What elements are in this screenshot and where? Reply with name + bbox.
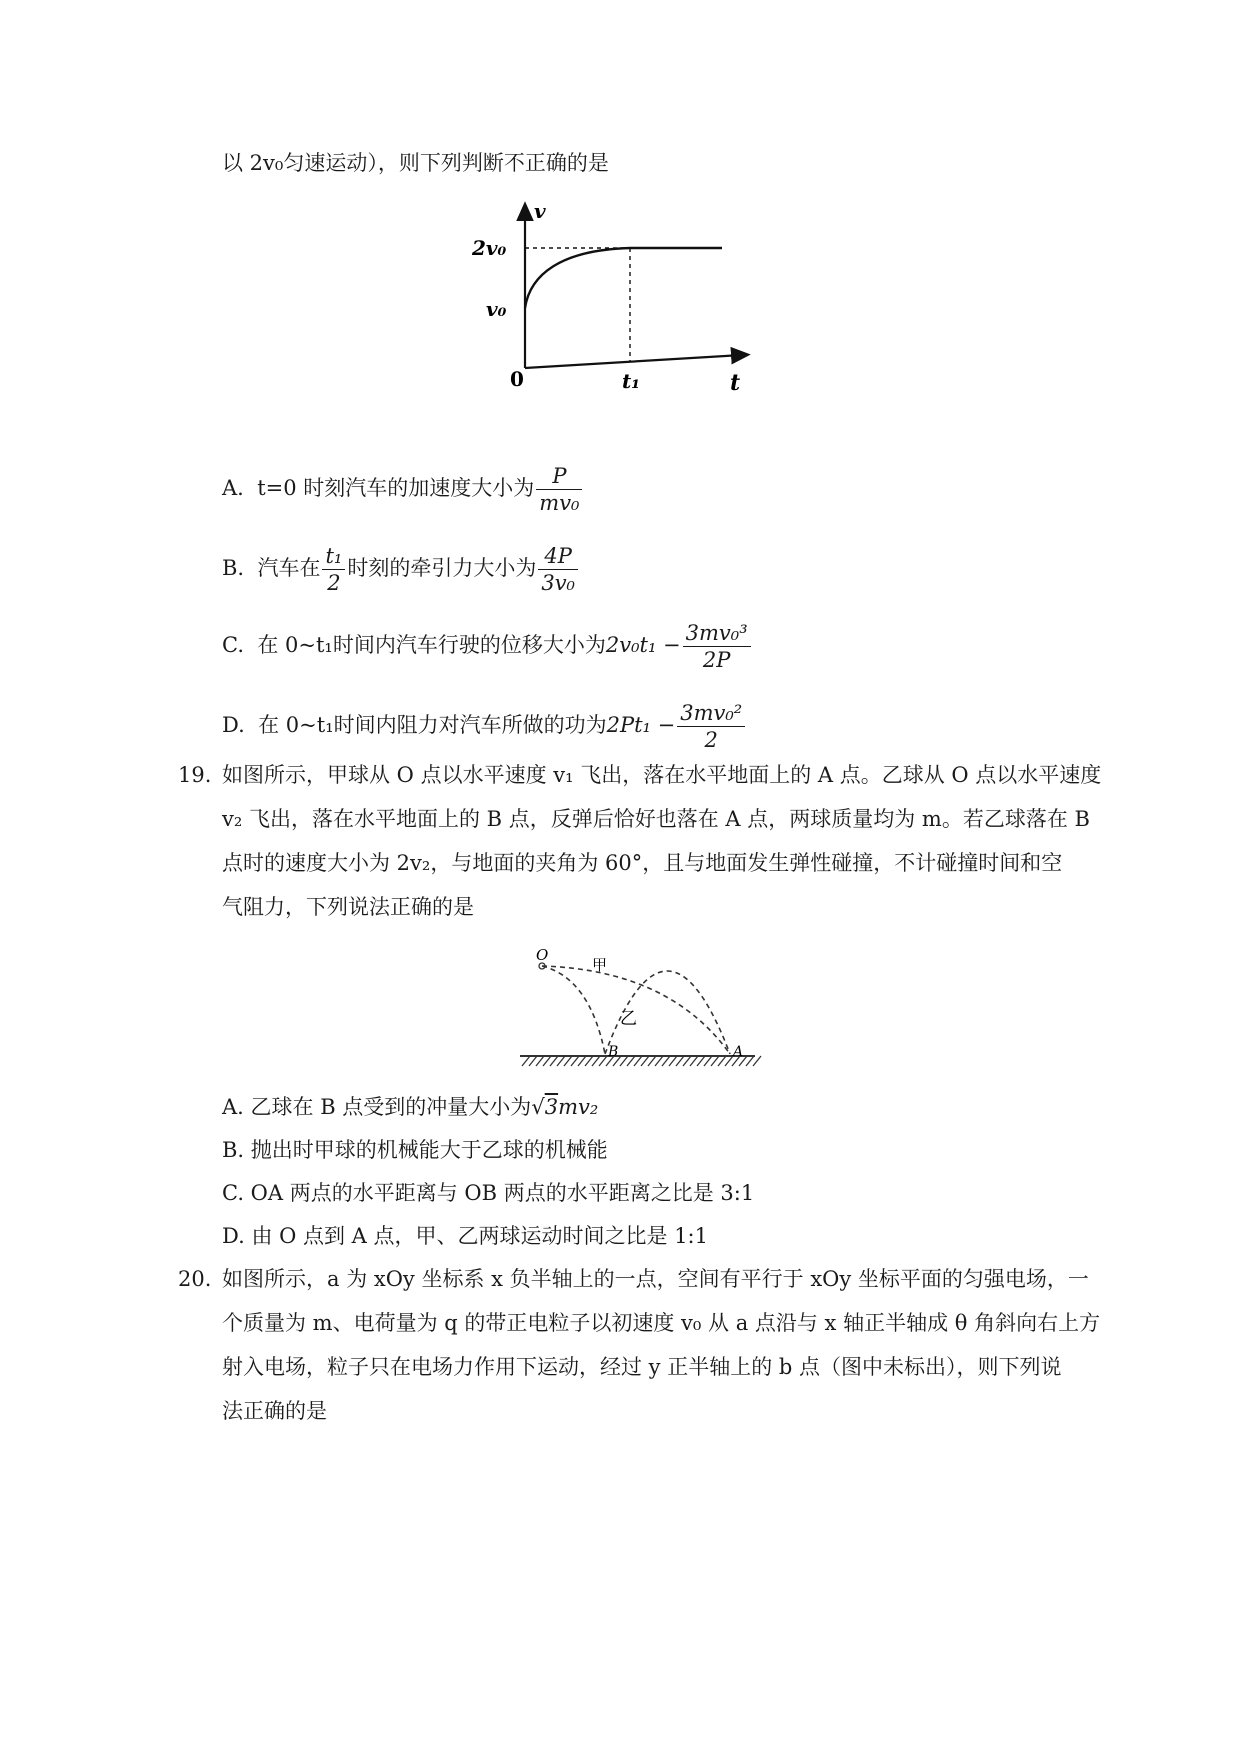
- label-t: t: [730, 370, 741, 396]
- q18-option-b: B. 汽车在 $\frac{\text{t₁}}{2}$ 时刻的牵引力大小为 $\frac{4P}{\text{3v₀}}$: [222, 545, 580, 594]
- hatch-stroke: [753, 1056, 761, 1066]
- hatch-stroke: [662, 1056, 670, 1066]
- q20-line-2: 个质量为 m、电荷量为 q 的带正电粒子以初速度 v₀ 从 a 点沿与 x 轴正半轴成 θ 角斜向右上方: [222, 1311, 1101, 1335]
- label-2v0: 2v₀: [472, 236, 507, 260]
- q19-option-c: C. OA 两点的水平距离与 OB 两点的水平距离之比是 3:1: [222, 1181, 755, 1205]
- label-v: v: [534, 200, 546, 223]
- q19-line-4: 气阻力，下列说法正确的是: [222, 895, 474, 919]
- q19-option-a: A. 乙球在 B 点受到的冲量大小为√3mv₂: [222, 1095, 599, 1119]
- hatch-stroke: [536, 1056, 544, 1066]
- hatch-stroke: [669, 1056, 677, 1066]
- q19-number: 19.: [178, 763, 212, 787]
- hatch-stroke: [564, 1056, 572, 1066]
- hatch-stroke: [648, 1056, 656, 1066]
- label-t1: t₁: [622, 369, 640, 393]
- q20-line-4: 法正确的是: [222, 1399, 327, 1423]
- velocity-time-graph: [460, 200, 760, 430]
- hatch-stroke: [655, 1056, 663, 1066]
- q20-number: 20.: [178, 1267, 212, 1291]
- hatch-stroke: [522, 1056, 530, 1066]
- q19-line-3: 点时的速度大小为 2v₂，与地面的夹角为 60°，且与地面发生弹性碰撞，不计碰撞时间和空: [222, 851, 1063, 875]
- q19-option-d: D. 由 O 点到 A 点，甲、乙两球运动时间之比是 1:1: [222, 1224, 708, 1248]
- hatch-stroke: [592, 1056, 600, 1066]
- label-v0: v₀: [486, 297, 507, 321]
- hatch-stroke: [683, 1056, 691, 1066]
- q19-line-1: 如图所示，甲球从 O 点以水平速度 v₁ 飞出，落在水平地面上的 A 点。乙球从 O 点以水平速度: [222, 763, 1102, 787]
- label-b: B: [608, 1044, 619, 1060]
- trajectory-yi-first: [542, 966, 605, 1054]
- ground-hatch: [522, 1056, 761, 1066]
- hatch-stroke: [690, 1056, 698, 1066]
- hatch-stroke: [543, 1056, 551, 1066]
- label-jia: 甲: [592, 956, 608, 974]
- hatch-stroke: [746, 1056, 754, 1066]
- projectile-figure: [520, 948, 780, 1078]
- q18-option-a: A. t=0 时刻汽车的加速度大小为 $\frac{P}{\text{mv₀}}$: [222, 465, 584, 514]
- q20-line-3: 射入电场，粒子只在电场力作用下运动，经过 y 正半轴上的 b 点（图中未标出），则下列说: [222, 1355, 1062, 1379]
- label-origin: 0: [510, 367, 524, 391]
- label-a: A: [733, 1044, 744, 1060]
- question-intro-tail: 以 2v₀匀速运动），则下列判断不正确的是: [222, 151, 609, 175]
- hatch-stroke: [718, 1056, 726, 1066]
- hatch-stroke: [725, 1056, 733, 1066]
- hatch-stroke: [620, 1056, 628, 1066]
- hatch-stroke: [634, 1056, 642, 1066]
- label-yi: 乙: [620, 1009, 637, 1029]
- q19-line-2: v₂ 飞出，落在水平地面上的 B 点，反弹后恰好也落在 A 点，两球质量均为 m。若乙球落在 B: [222, 807, 1090, 831]
- hatch-stroke: [704, 1056, 712, 1066]
- hatch-stroke: [641, 1056, 649, 1066]
- hatch-stroke: [557, 1056, 565, 1066]
- q19-option-b: B. 抛出时甲球的机械能大于乙球的机械能: [222, 1138, 608, 1162]
- hatch-stroke: [697, 1056, 705, 1066]
- q18-option-d: D. 在 0~t₁时间内阻力对汽车所做的功为2Pt₁ − $\frac{\text{3mv₀²}}{2}$: [222, 702, 747, 751]
- hatch-stroke: [599, 1056, 607, 1066]
- q20-line-1: 如图所示，a 为 xOy 坐标系 x 负半轴上的一点，空间有平行于 xOy 坐标平面的匀强电场，一: [222, 1267, 1089, 1291]
- hatch-stroke: [571, 1056, 579, 1066]
- hatch-stroke: [676, 1056, 684, 1066]
- velocity-curve: [525, 248, 630, 308]
- q18-option-c: C. 在 0~t₁时间内汽车行驶的位移大小为2v₀t₁ − $\frac{\text{3mv₀³}}{2P}$: [222, 622, 753, 671]
- hatch-stroke: [550, 1056, 558, 1066]
- label-o: O: [536, 948, 549, 964]
- hatch-stroke: [585, 1056, 593, 1066]
- hatch-stroke: [578, 1056, 586, 1066]
- t-axis: [525, 355, 742, 368]
- hatch-stroke: [711, 1056, 719, 1066]
- hatch-stroke: [627, 1056, 635, 1066]
- hatch-stroke: [529, 1056, 537, 1066]
